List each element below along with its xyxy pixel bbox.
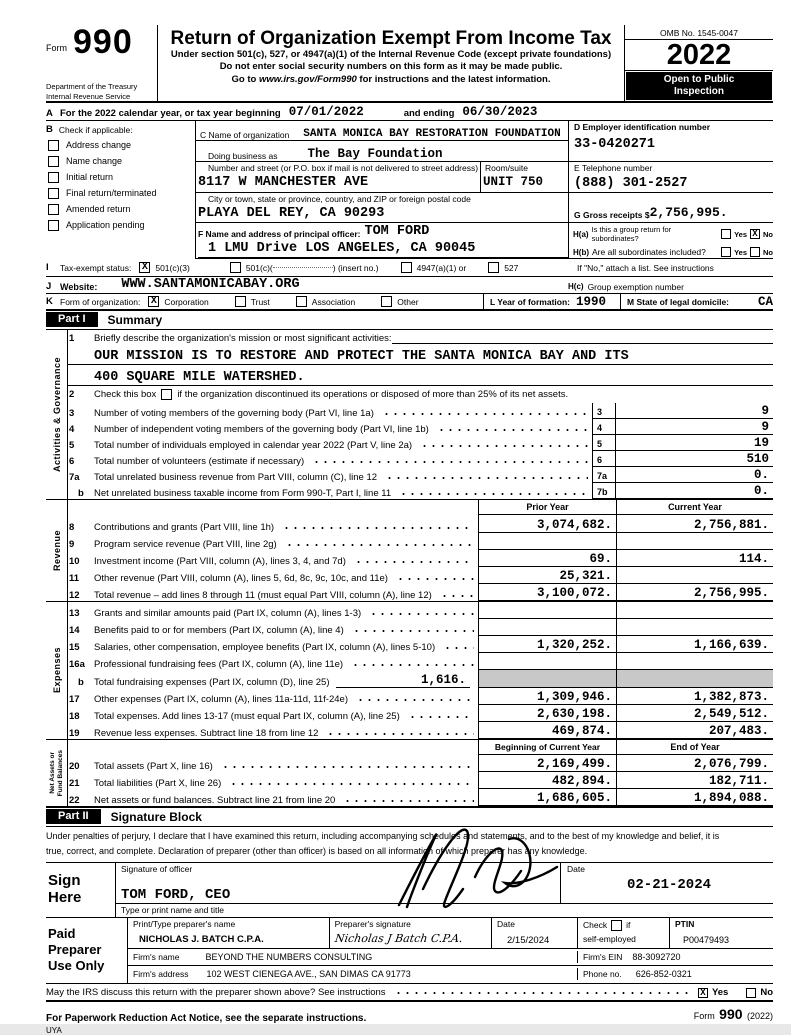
- omb-number: OMB No. 1545-0047: [625, 25, 773, 40]
- irs-discuss-row: May the IRS discuss this return with the preparer shown above? See instructions X Yes No: [46, 984, 773, 1002]
- checkbox-row-amended-return: Amended return: [46, 201, 195, 217]
- part1-header: Part I Summary: [46, 311, 773, 330]
- form-number: 990: [73, 23, 133, 61]
- line13-current: [616, 602, 773, 619]
- preparer-date-cell: Date 2/15/2024: [491, 918, 577, 948]
- line12-current: 2,756,995.: [616, 584, 773, 601]
- checkbox-row-final-return: Final return/terminated: [46, 185, 195, 201]
- summary-line-9: 9 Program service revenue (Part VIII, line 2g): [68, 533, 773, 550]
- preparer-name-value[interactable]: NICHOLAS J. BATCH C.P.A.: [139, 933, 264, 945]
- org-other-checkbox[interactable]: [381, 296, 392, 307]
- tax-year-end-value[interactable]: 06/30/2023: [462, 105, 538, 119]
- firm-address-value[interactable]: 102 WEST CIENEGA AVE., SAN DIMAS CA 91773: [206, 969, 411, 980]
- irs-url: www.irs.gov/Form990: [258, 73, 357, 85]
- group-return-cell: H(a) Is this a group return for subordinates? Yes X No H(b) Are all subordinates included? Yes No: [568, 223, 773, 258]
- form-subtitle-2: Do not enter social security numbers on this form as it may be made public.: [219, 61, 563, 73]
- discontinued-operations-checkbox[interactable]: [161, 389, 172, 400]
- line5-value: 19: [616, 435, 773, 451]
- summary-line-8: 8 Contributions and grants (Part VIII, line 1h) 3,074,682. 2,756,881.: [68, 515, 773, 533]
- line22-begin: 1,686,605.: [478, 789, 616, 806]
- governance-sidebar-label: Activities & Governance: [51, 356, 62, 473]
- section-b-letter: B: [46, 124, 53, 135]
- self-employed-checkbox[interactable]: [611, 920, 622, 931]
- summary-line-12: 12 Total revenue – add lines 8 through 11 (must equal Part VIII, column (A), line 12) 3,100,072. 2,756,995.: [68, 584, 773, 601]
- org-trust-checkbox[interactable]: [235, 296, 246, 307]
- legal-domicile-value[interactable]: CA: [757, 294, 773, 309]
- website-value[interactable]: WWW.SANTAMONICABAY.ORG: [121, 277, 300, 292]
- phone-cell: E Telephone number (888) 301-2527: [568, 162, 773, 193]
- tax-year: 2022: [625, 40, 773, 71]
- expenses-section: [46, 601, 773, 739]
- line13-prior: [478, 602, 616, 619]
- part1-body: [46, 330, 773, 806]
- line18-current: 2,549,512.: [616, 705, 773, 722]
- line7b-value: 0.: [616, 483, 773, 499]
- line17-current: 1,382,873.: [616, 688, 773, 705]
- line9-prior: [478, 533, 616, 550]
- form-number-block: [46, 25, 158, 101]
- line22-end: 1,894,088.: [616, 789, 773, 806]
- summary-line-11: 11 Other revenue (Part VIII, column (A), lines 5, 6d, 8c, 9c, 10c, and 11e) 25,321.: [68, 567, 773, 584]
- line16b-value: 1,616.: [420, 673, 466, 687]
- ha-no-checkbox[interactable]: X: [750, 229, 760, 239]
- tax-exempt-status-row: I Tax-exempt status: X 501(c)(3) 501(c)( ) (insert no.) 4947(a)(1) or 527 If "No," attach a list. See instructions: [46, 259, 773, 277]
- net-assets-section: [46, 739, 773, 806]
- amended-return-checkbox[interactable]: [48, 204, 59, 215]
- dept-line1: Department of the Treasury: [46, 82, 138, 92]
- preparer-signature-cell: Preparer's signature Nicholas J Batch C.P.A.: [329, 918, 491, 948]
- line12-prior: 3,100,072.: [478, 584, 616, 601]
- summary-line-16a: 16a Professional fundraising fees (Part IX, column (A), line 11e): [68, 653, 773, 670]
- current-year-header: Current Year: [616, 500, 773, 515]
- line10-prior: 69.: [478, 550, 616, 567]
- omb-year-block: [625, 25, 773, 101]
- status-501c3-checkbox[interactable]: X: [139, 262, 150, 273]
- year-of-formation-value[interactable]: 1990: [575, 294, 606, 309]
- street-value[interactable]: 8117 W MANCHESTER AVE: [198, 175, 369, 190]
- line9-current: [616, 533, 773, 550]
- application-pending-checkbox[interactable]: [48, 220, 59, 231]
- line11-current: [616, 567, 773, 584]
- summary-line-6: 6 Total number of volunteers (estimate if necessary) 6 510: [68, 451, 773, 467]
- line16a-current: [616, 653, 773, 670]
- calendar-year-line: A For the 2022 calendar year, or tax year beginning 07/01/2022 and ending 06/30/2023: [46, 103, 773, 121]
- tax-year-begin-value[interactable]: 07/01/2022: [288, 105, 364, 119]
- uya-label: UYA: [46, 1025, 62, 1035]
- dept-line2: Internal Revenue Service: [46, 91, 131, 101]
- year-columns-header: [68, 500, 773, 515]
- summary-line-5: 5 Total number of individuals employed in calendar year 2022 (Part V, line 2a) 5 19: [68, 435, 773, 451]
- summary-line-22: 22 Net assets or fund balances. Subtract line 21 from line 20 1,686,605. 1,894,088.: [68, 789, 773, 806]
- governance-section: Activities & Governance 1 Briefly describe the organization's mission or most significant activities: OUR MISSION IS TO RESTORE AND PROTECT THE SANTA MONICA BAY AND ITS 400 SQUARE MILE WATERSHED. 2 Check this box if the organization discontinued its operations or disposed of more than 25% of its net assets. 3 Number of voting members of the governing body (Part VI, line 1a) 3 9 4 Number of independent voting members of the governing body (Part VI, line 1b) 4 9 5 Total number of individuals employed in calendar year 2022 (Part V, line 2a) 5 19 6 Total number of volunteers (estimate if necessary) 6 510 7a Total unrelated business revenue from Part VIII, column (C), line 12 7a 0. b Net unrelated business taxable income from Form 990-T, Part I, line 11 7b 0.: [46, 330, 773, 499]
- hb-yes-checkbox[interactable]: [721, 247, 731, 257]
- line19-current: 207,483.: [616, 722, 773, 739]
- preparer-date-value[interactable]: 2/15/2024: [507, 934, 550, 946]
- ptin-value[interactable]: P00479493: [683, 934, 730, 945]
- summary-line-14: 14 Benefits paid to or for members (Part IX, column (A), line 4): [68, 619, 773, 636]
- summary-line-7a: 7a Total unrelated business revenue from Part VIII, column (C), line 12 7a 0.: [68, 467, 773, 483]
- line16b-current-gray: [616, 670, 773, 688]
- firm-ein-cell: Firm's EIN 88-3092720: [577, 951, 773, 963]
- line15-prior: 1,320,252.: [478, 636, 616, 653]
- ha-yes-checkbox[interactable]: [721, 229, 731, 239]
- summary-line-13: 13 Grants and similar amounts paid (Part IX, column (A), lines 1-3): [68, 602, 773, 619]
- group-exemption-row: H(c) Group exemption number: [568, 282, 684, 292]
- department-lines: [46, 82, 153, 101]
- part2-header: Part II Signature Block: [46, 806, 773, 827]
- line3-value: 9: [616, 403, 773, 419]
- line16b-prior-gray: [478, 670, 616, 688]
- officer-date-cell: Date 02-21-2024: [560, 863, 773, 903]
- form-of-organization-row: K Form of organization: X Corporation Trust Association Other L Year of formation: 1990 M State of legal domicile: CA: [46, 294, 773, 311]
- summary-line-10: 10 Investment income (Part VIII, column (A), lines 3, 4, and 7d) 69. 114.: [68, 550, 773, 567]
- line14-current: [616, 619, 773, 636]
- line17-prior: 1,309,946.: [478, 688, 616, 705]
- self-employed-cell: Check if self-employed: [577, 918, 669, 948]
- summary-line-19: 19 Revenue less expenses. Subtract line 18 from line 12 469,874. 207,483.: [68, 722, 773, 739]
- summary-line-18: 18 Total expenses. Add lines 13-17 (must equal Part IX, column (A), line 25) 2,630,198. 2,549,512.: [68, 705, 773, 722]
- form-title-block: [158, 25, 625, 101]
- summary-line-21: 21 Total liabilities (Part X, line 26) 482,894. 182,711.: [68, 772, 773, 789]
- org-details-col: C Name of organization SANTA MONICA BAY RESTORATION FOUNDATION Doing business as The Bay Foundation D Employer identification number 33-0420271 Number and street (or P.O. box if mail is not delivered to street address) 8117 W MANCHESTER AVE Room/suite UNIT 750 E Telephone number (888) 301-2527 City or town, state or province, country, and ZIP or foreign postal code PLAYA DEL REY, CA 90293 G Gross receipts $ 2,756,995. F Name and address of principal officer: TOM FORD 1 LMU Drive LOS ANGELES, CA 90045 H(a) Is this a group return for subordinates? Yes X No H(b) Are all subordinates included? Yes No: [198, 122, 773, 257]
- final-return-checkbox[interactable]: [48, 188, 59, 199]
- net-assets-sidebar-label-1: Net Assets or: [49, 752, 56, 794]
- org-name-value[interactable]: SANTA MONICA BAY RESTORATION FOUNDATION: [303, 128, 561, 140]
- summary-line-20: 20 Total assets (Part X, line 16) 2,169,499. 2,076,799.: [68, 755, 773, 772]
- officer-date-value[interactable]: 02-21-2024: [627, 876, 712, 893]
- line19-prior: 469,874.: [478, 722, 616, 739]
- form-word: Form: [46, 43, 67, 53]
- website-row: J Website: WWW.SANTAMONICABAY.ORG H(c) Group exemption number: [46, 277, 773, 294]
- checkbox-row-initial-return: Initial return: [46, 169, 195, 185]
- line8-current: 2,756,881.: [616, 515, 773, 533]
- net-columns-header: [68, 740, 773, 755]
- gross-receipts-cell: G Gross receipts $ 2,756,995.: [568, 193, 773, 223]
- form-subtitle-3: Go to www.irs.gov/Form990 for instructions and the latest information.: [231, 73, 551, 85]
- firm-name-value[interactable]: BEYOND THE NUMBERS CONSULTING: [205, 951, 373, 962]
- expenses-sidebar-label: Expenses: [51, 647, 62, 694]
- line16a-prior: [478, 653, 616, 670]
- checkbox-row-name-change: Name change: [46, 153, 195, 169]
- preparer-name-cell: Print/Type preparer's name NICHOLAS J. BATCH C.P.A.: [128, 918, 329, 948]
- line10-current: 114.: [616, 550, 773, 567]
- room-suite-value[interactable]: UNIT 750: [483, 175, 544, 189]
- ptin-cell: PTIN P00479493: [669, 918, 773, 948]
- line18-prior: 2,630,198.: [478, 705, 616, 722]
- beginning-of-year-header: Beginning of Current Year: [478, 740, 616, 755]
- net-assets-sidebar-label-2: Fund Balances: [57, 749, 64, 797]
- end-of-year-header: End of Year: [616, 740, 773, 755]
- status-527-checkbox[interactable]: [488, 262, 499, 273]
- summary-line-15: 15 Salaries, other compensation, employee benefits (Part IX, column (A), lines 5-10) 1,320,252. 1,166,639.: [68, 636, 773, 653]
- name-change-checkbox[interactable]: [48, 156, 59, 167]
- summary-line-17: 17 Other expenses (Part IX, column (A), lines 11a-11d, 11f-24e) 1,309,946. 1,382,873.: [68, 688, 773, 705]
- discuss-no-checkbox[interactable]: [746, 988, 756, 998]
- line15-current: 1,166,639.: [616, 636, 773, 653]
- hb-no-checkbox[interactable]: [750, 247, 760, 257]
- form-title: Return of Organization Exempt From Income Tax: [170, 28, 612, 49]
- phone-value[interactable]: (888) 301-2527: [574, 176, 688, 191]
- org-info-block: [46, 121, 773, 259]
- status-4947-checkbox[interactable]: [401, 262, 412, 273]
- line6-value: 510: [616, 451, 773, 467]
- ein-value[interactable]: 33-0420271: [574, 137, 656, 152]
- officer-name-title-value[interactable]: TOM FORD, CEO: [121, 886, 231, 903]
- form-footer-id: Form 990 (2022): [693, 1005, 773, 1022]
- line21-end: 182,711.: [616, 772, 773, 789]
- line4-value: 9: [616, 419, 773, 435]
- checkbox-row-application-pending: Application pending: [46, 217, 195, 233]
- phone-no-cell: Phone no. 626-852-0321: [577, 968, 773, 980]
- discuss-yes-checkbox[interactable]: X: [698, 988, 708, 998]
- initial-return-checkbox[interactable]: [48, 172, 59, 183]
- form-header: [46, 25, 773, 103]
- mission-line-1: OUR MISSION IS TO RESTORE AND PROTECT THE SANTA MONICA BAY AND ITS: [94, 349, 629, 364]
- line20-begin: 2,169,499.: [478, 755, 616, 772]
- perjury-statement: Under penalties of perjury, I declare that I have examined this return, including accompanying schedules and statements, and to the best of my knowledge and belief, it is true, correct, and complete. Declaration of preparer (other than officer) is based on all information of which preparer has any knowledge.: [46, 831, 720, 857]
- mission-line-2: 400 SQUARE MILE WATERSHED.: [94, 370, 305, 385]
- paid-preparer-tab: Paid Preparer Use Only: [46, 918, 128, 983]
- city-value[interactable]: PLAYA DEL REY, CA 90293: [198, 206, 385, 221]
- hb-note: If "No," attach a list. See instructions: [577, 262, 714, 273]
- sign-here-block: Sign Here Signature of officer TOM FORD, CEO Date 02-21-2024 Type or print name and title: [46, 862, 773, 918]
- line20-end: 2,076,799.: [616, 755, 773, 772]
- summary-line-3: 3 Number of voting members of the governing body (Part VI, line 1a) 3 9: [68, 403, 773, 419]
- ein-cell: D Employer identification number 33-0420271: [568, 121, 773, 162]
- checkbox-row-address-change: Address change: [46, 137, 195, 153]
- line7a-value: 0.: [616, 467, 773, 483]
- summary-line-7b: b Net unrelated business taxable income from Form 990-T, Part I, line 11 7b 0.: [68, 483, 773, 499]
- check-if-applicable-col: B Check if applicable: Address change Name change Initial return Final return/terminated Amended return Application pending: [46, 121, 196, 259]
- paperwork-notice-row: For Paperwork Reduction Act Notice, see the separate instructions. Form 990 (2022): [46, 1005, 773, 1024]
- status-501c-checkbox[interactable]: [230, 262, 241, 273]
- part1-tab: Part I: [46, 312, 98, 327]
- line14-prior: [478, 619, 616, 636]
- sign-here-tab: Sign Here: [46, 863, 116, 917]
- gross-receipts-value[interactable]: 2,756,995.: [649, 205, 728, 220]
- officer-address-value[interactable]: 1 LMU Drive LOS ANGELES, CA 90045: [198, 239, 568, 258]
- address-change-checkbox[interactable]: [48, 140, 59, 151]
- summary-line-4: 4 Number of independent voting members of the governing body (Part VI, line 1b) 4 9: [68, 419, 773, 435]
- line11-prior: 25,321.: [478, 567, 616, 584]
- org-association-checkbox[interactable]: [296, 296, 307, 307]
- line21-begin: 482,894.: [478, 772, 616, 789]
- dba-value[interactable]: The Bay Foundation: [307, 147, 443, 161]
- prior-year-header: Prior Year: [478, 500, 616, 515]
- revenue-section: [46, 499, 773, 601]
- open-to-public-badge: Open to Public Inspection: [626, 72, 772, 100]
- principal-officer-value[interactable]: TOM FORD: [364, 224, 430, 239]
- summary-line-16b: b Total fundraising expenses (Part IX, column (D), line 25) 1,616.: [68, 670, 773, 688]
- org-corporation-checkbox[interactable]: X: [148, 296, 159, 307]
- line-a-letter: A: [46, 108, 53, 119]
- preparer-signature-value[interactable]: Nicholas J Batch C.P.A.: [333, 931, 464, 945]
- revenue-sidebar-label: Revenue: [51, 529, 62, 572]
- part2-tab: Part II: [46, 809, 101, 824]
- form-subtitle-1: Under section 501(c), 527, or 4947(a)(1) of the Internal Revenue Code (except private foundations): [170, 48, 612, 60]
- firm-ein-value[interactable]: 88-3092720: [632, 951, 681, 962]
- paid-preparer-block: Paid Preparer Use Only Print/Type preparer's name NICHOLAS J. BATCH C.P.A. Preparer's signature Nicholas J Batch C.P.A. Date 2/15/2024 Check if self-employed PTIN P00479493 Firm's name BEYOND THE NUMBERS CONSULTING Firm's EIN 88-3092720 Firm's address 102 WEST CIENEGA AVE., SAN DIMAS CA 91773 Phone no. 626-852-0321: [46, 918, 773, 984]
- preparer-phone-value[interactable]: 626-852-0321: [635, 969, 692, 980]
- line8-prior: 3,074,682.: [478, 515, 616, 533]
